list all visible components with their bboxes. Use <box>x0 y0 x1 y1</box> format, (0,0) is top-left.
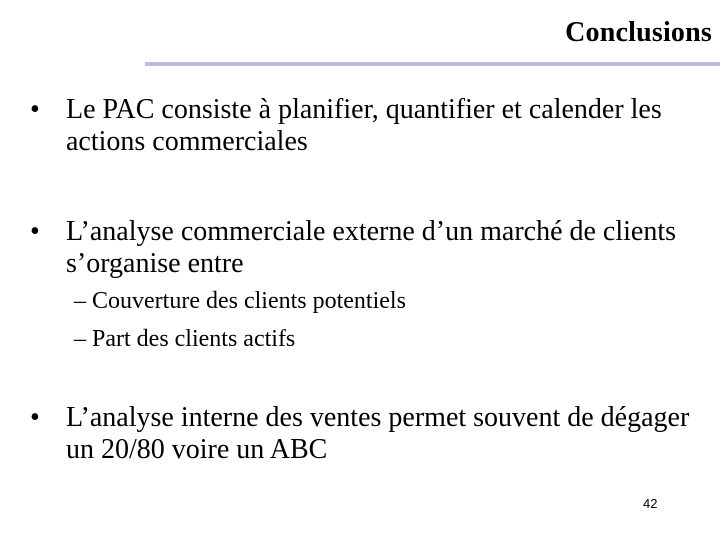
page-number: 42 <box>643 496 658 511</box>
bullet-item <box>30 402 690 466</box>
title-underline <box>145 62 720 66</box>
bullet-text: Le PAC consiste à planifier, quantifier et calender les actions commerciales <box>66 94 662 157</box>
slide-title: Conclusions <box>565 17 712 48</box>
sub-bullet-text: Couverture des clients potentiels <box>92 288 406 314</box>
bullet-marker: • <box>30 94 40 125</box>
sub-bullet-item <box>74 325 295 353</box>
sub-bullet-item <box>74 287 406 315</box>
sub-bullet-marker: – <box>74 288 86 314</box>
bullet-item <box>30 216 690 280</box>
bullet-marker: • <box>30 216 40 247</box>
bullet-text: L’analyse interne des ventes permet souvent de dégager un 20/80 voire un ABC <box>66 402 690 465</box>
bullet-marker: • <box>30 402 40 433</box>
bullet-text: L’analyse commerciale externe d’un marché de clients s’organise entre <box>66 216 677 279</box>
bullet-item <box>30 94 690 158</box>
sub-bullet-text: Part des clients actifs <box>92 326 296 352</box>
sub-bullet-marker: – <box>74 326 86 352</box>
